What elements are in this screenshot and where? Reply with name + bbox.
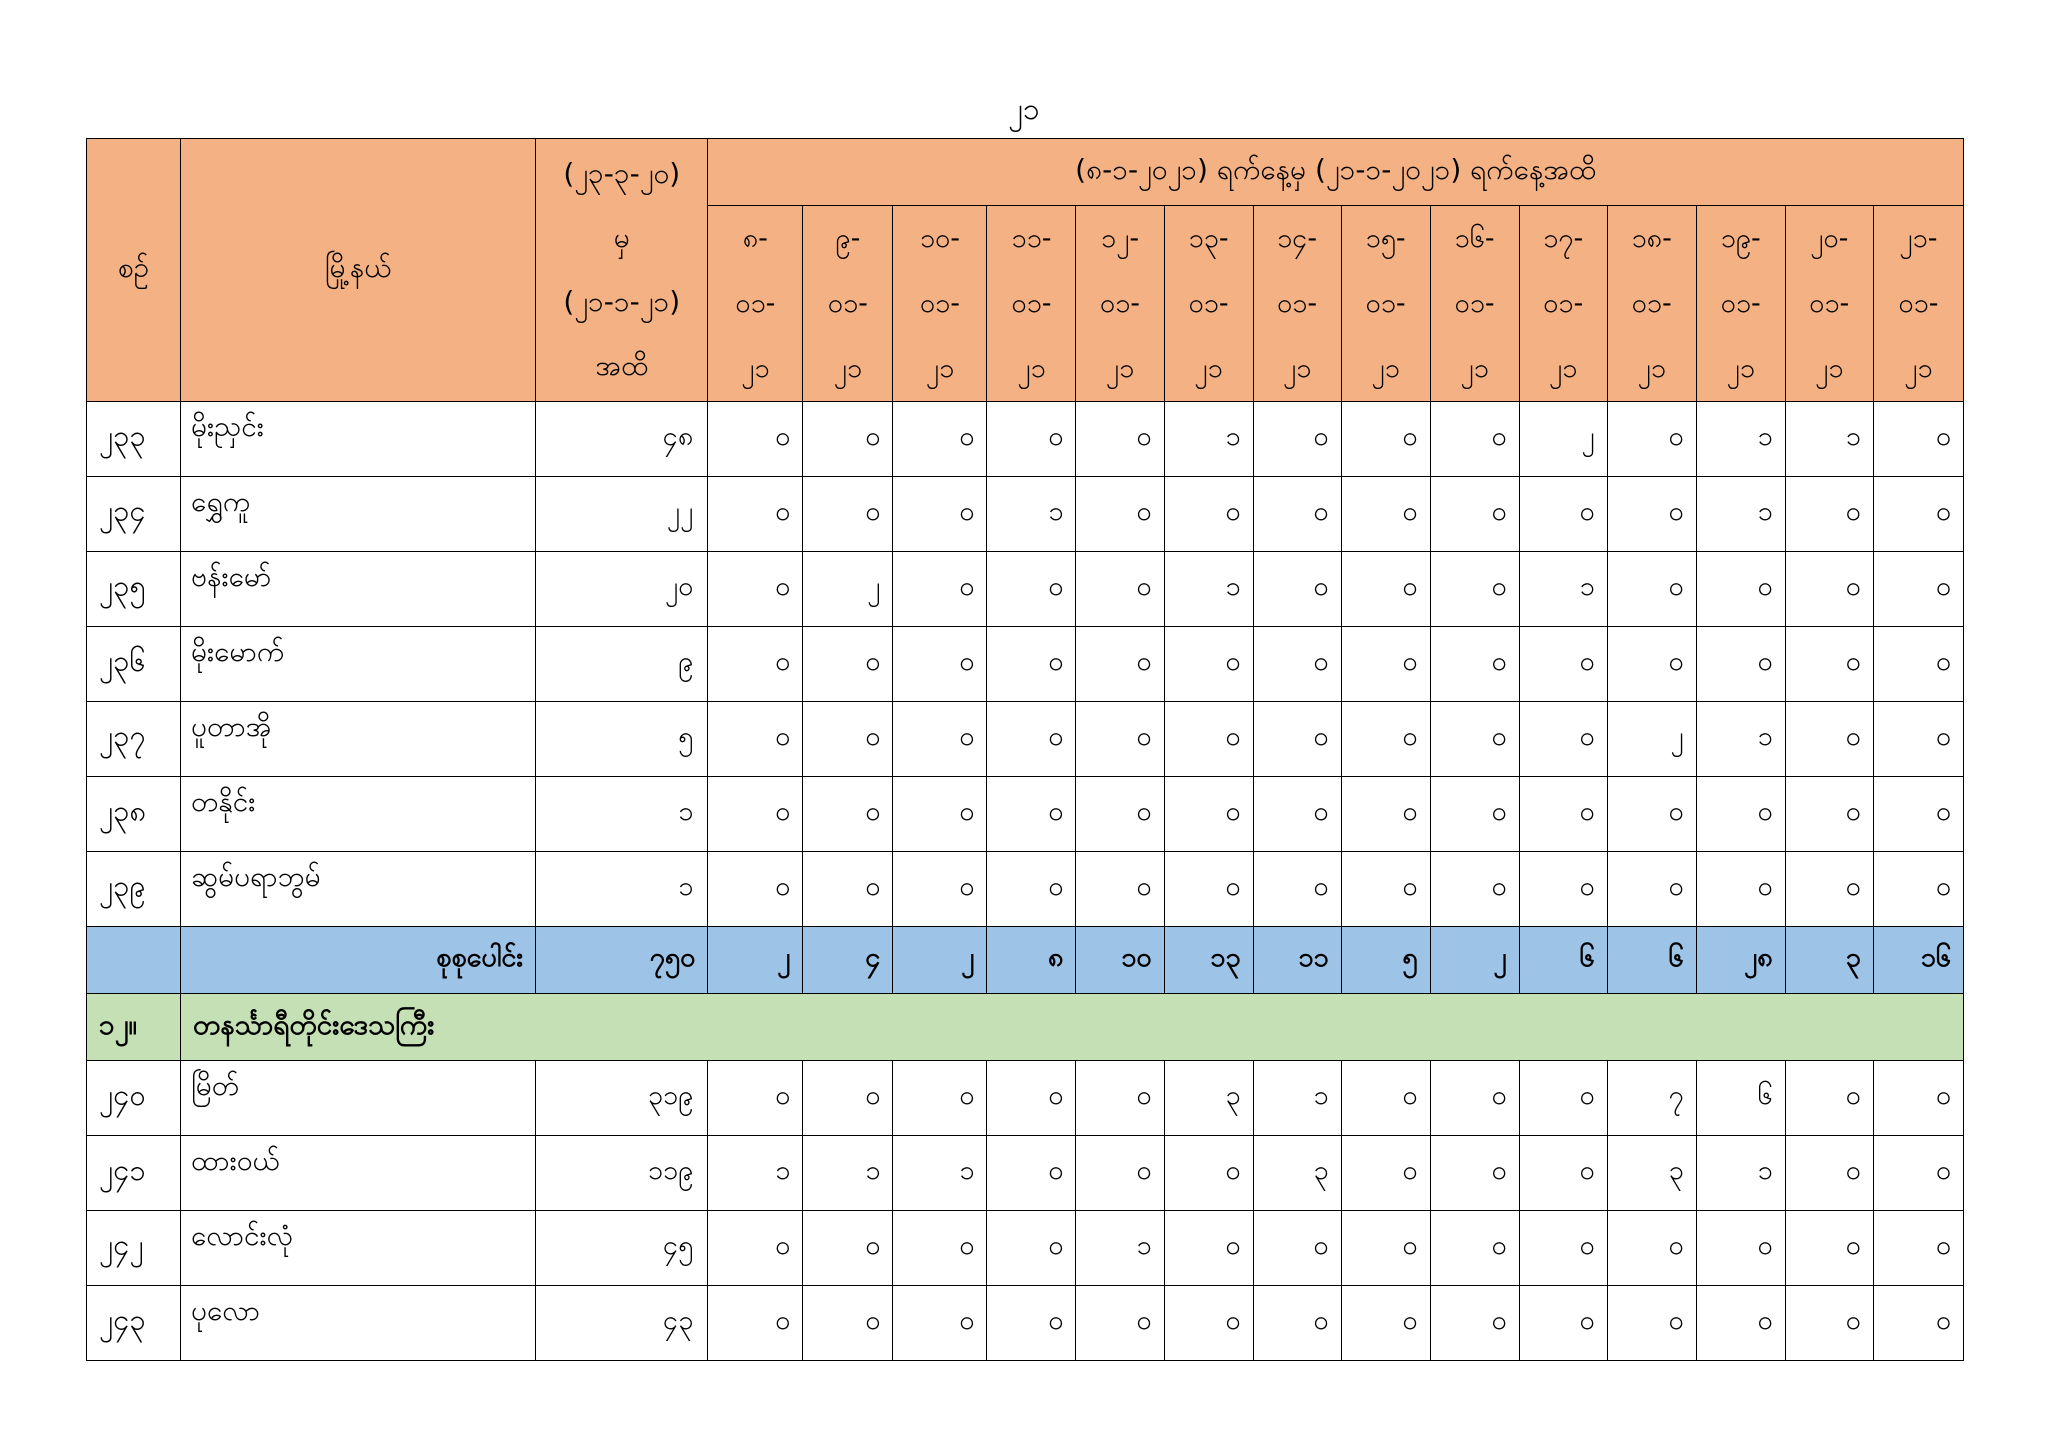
daily-count: ၀: [708, 777, 803, 852]
daily-count: ၀: [1430, 1061, 1519, 1136]
daily-count: ၀: [1785, 1211, 1873, 1286]
daily-count: ၀: [1076, 702, 1164, 777]
daily-count: ၀: [1873, 777, 1963, 852]
daily-count: ၀: [1430, 1136, 1519, 1211]
daily-count: ၀: [1164, 777, 1253, 852]
daily-count: ၀: [708, 627, 803, 702]
serial-number: ၂၃၈: [87, 777, 181, 852]
table-row: [87, 1136, 1964, 1211]
date-part: ၁၅-: [1365, 223, 1406, 254]
daily-count: ၀: [1607, 1211, 1696, 1286]
serial-number: ၂၄၂: [87, 1211, 181, 1286]
table-row: [87, 1286, 1964, 1361]
daily-count: ၀: [987, 777, 1076, 852]
date-part: ၂၁: [741, 353, 770, 384]
daily-count: ၀: [1785, 702, 1873, 777]
date-part: ၀၁-: [735, 288, 776, 319]
total-daily-count: ၁၀: [1076, 927, 1164, 994]
total-daily-count: ၂: [1430, 927, 1519, 994]
date-part: ၀၁-: [1809, 288, 1850, 319]
daily-count: ၀: [1430, 402, 1519, 477]
township-name: မိုးမောက်: [181, 627, 536, 702]
date-part: ၀၁-: [1631, 288, 1672, 319]
daily-count: ၀: [1607, 627, 1696, 702]
date-header-4: [987, 206, 1076, 402]
daily-count: ၀: [1430, 777, 1519, 852]
daily-count: ၀: [1696, 627, 1785, 702]
total-daily-count: ၃: [1785, 927, 1873, 994]
table-row: [87, 1211, 1964, 1286]
daily-count: ၀: [1164, 477, 1253, 552]
daily-count: ၀: [1873, 1211, 1963, 1286]
date-part: ၀၁-: [1276, 288, 1318, 319]
township-name: ပူတာအို: [181, 702, 536, 777]
daily-count: ၁: [1076, 1211, 1164, 1286]
serial-number: ၂၄၁: [87, 1136, 181, 1211]
daily-count: ၀: [1519, 1211, 1607, 1286]
daily-count: ၀: [1076, 1061, 1164, 1136]
date-header-5: [1076, 206, 1164, 402]
daily-count: ၀: [708, 1211, 803, 1286]
date-header-6: [1164, 206, 1253, 402]
date-part: ၂၁: [1105, 353, 1135, 384]
daily-count: ၀: [1873, 702, 1963, 777]
date-part: ၁၆-: [1454, 223, 1495, 254]
daily-count: ၀: [1873, 1286, 1963, 1361]
table-row: [87, 777, 1964, 852]
daily-count: ၀: [1873, 477, 1963, 552]
date-part: ၀၁-: [1365, 288, 1406, 319]
daily-count: ၀: [893, 477, 987, 552]
date-header-9: [1430, 206, 1519, 402]
daily-count: ၀: [1076, 477, 1164, 552]
table-row: [87, 627, 1964, 702]
date-part: ၂၁: [1548, 353, 1578, 384]
daily-count: ၀: [1341, 702, 1430, 777]
total-empty-cell: [87, 927, 181, 994]
cumulative-count: ၄၃: [536, 1286, 708, 1361]
daily-count: ၁: [1164, 402, 1253, 477]
daily-count: ၀: [893, 1286, 987, 1361]
date-part: ၁၄-: [1276, 223, 1318, 254]
daily-count: ၀: [1607, 477, 1696, 552]
daily-count: ၀: [987, 1061, 1076, 1136]
daily-count: ၀: [1253, 402, 1341, 477]
date-part: ၀၁-: [1011, 288, 1052, 319]
daily-count: ၀: [1873, 852, 1963, 927]
daily-count: ၀: [1253, 1211, 1341, 1286]
date-part: ၁၈-: [1631, 223, 1672, 254]
total-row: [87, 927, 1964, 994]
total-label: စုစုပေါင်း: [181, 927, 536, 994]
region-name: တနင်္သာရီတိုင်းဒေသကြီး: [181, 994, 1964, 1061]
date-part: ၀၁-: [1720, 288, 1761, 319]
table-row: [87, 702, 1964, 777]
date-part: ၁၉-: [1720, 223, 1761, 254]
daily-count: ၀: [1164, 852, 1253, 927]
period-header: (၈-၁-၂၀၂၁) ရက်နေ့မှ (၂၁-၁-၂၀၂၁) ရက်နေ့အထိ: [708, 139, 1964, 206]
daily-count: ၂: [803, 552, 893, 627]
total-daily-count: ၁၃: [1164, 927, 1253, 994]
daily-count: ၁: [987, 477, 1076, 552]
daily-count: ၀: [1696, 552, 1785, 627]
header-row: [87, 139, 1964, 206]
daily-count: ၀: [1253, 777, 1341, 852]
daily-count: ၀: [1341, 777, 1430, 852]
serial-number: ၂၄၀: [87, 1061, 181, 1136]
daily-count: ၁: [1696, 402, 1785, 477]
date-part: ၂၁: [1726, 353, 1755, 384]
cumulative-count: ၂၂: [536, 477, 708, 552]
date-header-12: [1696, 206, 1785, 402]
date-part: ၁၀-: [919, 223, 960, 254]
date-part: ၁၇-: [1543, 223, 1584, 254]
daily-count: ၀: [1076, 402, 1164, 477]
township-name: ဆွမ်ပရာဘွမ်: [181, 852, 536, 927]
cumulative-count: ၁: [536, 852, 708, 927]
date-header-7: [1253, 206, 1341, 402]
table-row: [87, 1061, 1964, 1136]
daily-count: ၀: [1519, 1061, 1607, 1136]
daily-count: ၀: [1076, 1136, 1164, 1211]
daily-count: ၀: [1076, 552, 1164, 627]
daily-count: ၁: [1253, 1061, 1341, 1136]
serial-header: စဉ်: [87, 139, 181, 402]
daily-count: ၀: [1607, 552, 1696, 627]
date-part: ၁၂-: [1100, 223, 1140, 254]
daily-count: ၀: [1430, 852, 1519, 927]
daily-count: ၀: [893, 852, 987, 927]
daily-count: ၀: [1519, 477, 1607, 552]
township-name: ရွှေကူ: [181, 477, 536, 552]
daily-count: ၀: [1607, 1286, 1696, 1361]
daily-count: ၀: [1785, 627, 1873, 702]
daily-count: ၀: [803, 1061, 893, 1136]
daily-count: ၀: [1164, 1286, 1253, 1361]
date-header-14: [1873, 206, 1963, 402]
daily-count: ၀: [1607, 402, 1696, 477]
daily-count: ၀: [708, 1286, 803, 1361]
total-daily-count: ၂၈: [1696, 927, 1785, 994]
daily-count: ၀: [708, 1061, 803, 1136]
daily-count: ၁: [1696, 477, 1785, 552]
daily-count: ၀: [1430, 477, 1519, 552]
daily-count: ၀: [987, 552, 1076, 627]
daily-count: ၀: [1253, 852, 1341, 927]
total-daily-count: ၈: [987, 927, 1076, 994]
daily-count: ၀: [1341, 477, 1430, 552]
cumulative-header-line: အထိ: [595, 349, 649, 382]
date-part: ၁၁-: [1011, 223, 1052, 254]
daily-count: ၃: [1607, 1136, 1696, 1211]
region-row: [87, 994, 1964, 1061]
daily-count: ၀: [803, 1286, 893, 1361]
cumulative-header-line: (၂၁-၁-၂၁): [563, 285, 681, 318]
table-row: [87, 477, 1964, 552]
daily-count: ၃: [1253, 1136, 1341, 1211]
date-part: ၀၁-: [1188, 288, 1229, 319]
daily-count: ၀: [1430, 702, 1519, 777]
daily-count: ၀: [1785, 552, 1873, 627]
total-daily-count: ၂: [708, 927, 803, 994]
daily-count: ၁: [1519, 552, 1607, 627]
daily-count: ၆: [1696, 1061, 1785, 1136]
date-header-13: [1785, 206, 1873, 402]
daily-count: ၀: [987, 852, 1076, 927]
cumulative-count: ၁: [536, 777, 708, 852]
date-part: ၂၁: [1194, 353, 1223, 384]
daily-count: ၀: [1696, 852, 1785, 927]
date-header-11: [1607, 206, 1696, 402]
daily-count: ၀: [1164, 702, 1253, 777]
table-row: [87, 402, 1964, 477]
daily-count: ၀: [987, 1136, 1076, 1211]
daily-count: ၀: [1164, 627, 1253, 702]
daily-count: ၀: [1341, 627, 1430, 702]
serial-number: ၂၃၉: [87, 852, 181, 927]
cumulative-header-line: (၂၃-၃-၂၀): [563, 157, 681, 190]
date-part: ၂၁: [1815, 353, 1844, 384]
total-daily-count: ၆: [1607, 927, 1696, 994]
daily-count: ၀: [1519, 1136, 1607, 1211]
township-name: တနိုင်း: [181, 777, 536, 852]
daily-count: ၀: [1873, 1061, 1963, 1136]
daily-count: ၀: [987, 702, 1076, 777]
daily-count: ၀: [893, 777, 987, 852]
date-part: ၂၁: [925, 353, 955, 384]
date-part: ၀၁-: [827, 288, 868, 319]
daily-count: ၀: [1164, 1136, 1253, 1211]
daily-count: ၀: [803, 702, 893, 777]
serial-number: ၂၃၃: [87, 402, 181, 477]
cumulative-count: ၄၅: [536, 1211, 708, 1286]
daily-count: ၀: [1785, 852, 1873, 927]
date-part: ၂၁: [1460, 353, 1489, 384]
cumulative-count: ၃၁၉: [536, 1061, 708, 1136]
daily-count: ၀: [1076, 1286, 1164, 1361]
total-daily-count: ၁၁: [1253, 927, 1341, 994]
date-part: ၂၁: [1282, 353, 1312, 384]
date-part: ၂၁: [1017, 353, 1046, 384]
daily-count: ၁: [1696, 702, 1785, 777]
township-header: မြို့နယ်: [181, 139, 536, 402]
date-part: ၂၀-: [1810, 223, 1849, 254]
daily-count: ၀: [893, 402, 987, 477]
cumulative-count: ၄၈: [536, 402, 708, 477]
daily-count: ၀: [1696, 777, 1785, 852]
total-daily-count: ၆: [1519, 927, 1607, 994]
table-row: [87, 852, 1964, 927]
daily-count: ၀: [803, 627, 893, 702]
daily-count: ၀: [1607, 777, 1696, 852]
serial-number: ၂၃၄: [87, 477, 181, 552]
daily-count: ၀: [893, 1211, 987, 1286]
daily-count: ၀: [803, 777, 893, 852]
region-number: ၁၂။: [87, 994, 181, 1061]
daily-count: ၀: [1164, 1211, 1253, 1286]
daily-count: ၀: [1076, 627, 1164, 702]
daily-count: ၀: [1607, 852, 1696, 927]
daily-count: ၁: [1164, 552, 1253, 627]
serial-number: ၂၄၃: [87, 1286, 181, 1361]
serial-number: ၂၃၇: [87, 702, 181, 777]
date-part: ၁၃-: [1188, 223, 1229, 254]
total-daily-count: ၁၆: [1873, 927, 1963, 994]
daily-count: ၀: [1519, 627, 1607, 702]
township-name: ပုလော: [181, 1286, 536, 1361]
daily-count: ၁: [893, 1136, 987, 1211]
daily-count: ၀: [1076, 777, 1164, 852]
date-part: ၀၁-: [1454, 288, 1495, 319]
daily-count: ၀: [1785, 1136, 1873, 1211]
daily-count: ၀: [803, 477, 893, 552]
daily-count: ၀: [708, 852, 803, 927]
table-row: [87, 552, 1964, 627]
cumulative-count: ၅: [536, 702, 708, 777]
daily-count: ၀: [803, 402, 893, 477]
date-part: ၂၁: [1904, 353, 1933, 384]
daily-count: ၀: [708, 402, 803, 477]
daily-count: ၀: [1430, 552, 1519, 627]
covid-cases-table: [86, 138, 1964, 1361]
daily-count: ၀: [1430, 1211, 1519, 1286]
township-name: ထားဝယ်: [181, 1136, 536, 1211]
daily-count: ၀: [987, 1286, 1076, 1361]
daily-count: ၀: [1696, 1286, 1785, 1361]
daily-count: ၀: [1341, 1286, 1430, 1361]
date-part: ၈-: [742, 223, 768, 254]
daily-count: ၀: [708, 477, 803, 552]
daily-count: ၀: [1519, 1286, 1607, 1361]
daily-count: ၀: [987, 1211, 1076, 1286]
date-part: ၂၁: [1371, 353, 1400, 384]
daily-count: ၀: [1519, 852, 1607, 927]
daily-count: ၀: [1519, 777, 1607, 852]
date-part: ၀၁-: [1099, 288, 1141, 319]
daily-count: ၀: [893, 702, 987, 777]
total-daily-count: ၂: [893, 927, 987, 994]
daily-count: ၀: [803, 1211, 893, 1286]
daily-count: ၀: [1785, 477, 1873, 552]
date-part: ၀၁-: [1898, 288, 1939, 319]
daily-count: ၀: [1076, 852, 1164, 927]
township-name: မြိတ်: [181, 1061, 536, 1136]
serial-number: ၂၃၅: [87, 552, 181, 627]
daily-count: ၀: [1341, 1211, 1430, 1286]
cumulative-header: [536, 139, 708, 402]
total-daily-count: ၅: [1341, 927, 1430, 994]
date-header-3: [893, 206, 987, 402]
daily-count: ၁: [803, 1136, 893, 1211]
daily-count: ၀: [893, 1061, 987, 1136]
daily-count: ၀: [987, 627, 1076, 702]
daily-count: ၀: [1785, 1286, 1873, 1361]
daily-count: ၀: [1341, 1061, 1430, 1136]
daily-count: ၀: [1253, 627, 1341, 702]
daily-count: ၇: [1607, 1061, 1696, 1136]
township-name: လောင်းလုံ: [181, 1211, 536, 1286]
date-part: ၉-: [835, 223, 861, 254]
daily-count: ၁: [1696, 1136, 1785, 1211]
township-name: မိုးညှင်း: [181, 402, 536, 477]
daily-count: ၀: [1519, 702, 1607, 777]
date-header-1: [708, 206, 803, 402]
daily-count: ၀: [708, 552, 803, 627]
daily-count: ၂: [1607, 702, 1696, 777]
daily-count: ၀: [1696, 1211, 1785, 1286]
cumulative-count: ၁၁၉: [536, 1136, 708, 1211]
daily-count: ၀: [708, 702, 803, 777]
daily-count: ၀: [803, 852, 893, 927]
daily-count: ၀: [1341, 1136, 1430, 1211]
daily-count: ၀: [1873, 402, 1963, 477]
daily-count: ၃: [1164, 1061, 1253, 1136]
cumulative-header-line: မှ: [613, 221, 630, 254]
cumulative-count: ၉: [536, 627, 708, 702]
daily-count: ၁: [1785, 402, 1873, 477]
daily-count: ၀: [1253, 1286, 1341, 1361]
daily-count: ၀: [1873, 552, 1963, 627]
daily-count: ၂: [1519, 402, 1607, 477]
daily-count: ၀: [1873, 627, 1963, 702]
date-part: ၀၁-: [919, 288, 960, 319]
daily-count: ၀: [1430, 1286, 1519, 1361]
daily-count: ၀: [893, 627, 987, 702]
total-cumulative: ၇၅၀: [536, 927, 708, 994]
total-daily-count: ၄: [803, 927, 893, 994]
date-header-2: [803, 206, 893, 402]
serial-number: ၂၃၆: [87, 627, 181, 702]
daily-count: ၀: [893, 552, 987, 627]
daily-count: ၀: [1253, 477, 1341, 552]
daily-count: ၀: [1873, 1136, 1963, 1211]
daily-count: ၀: [987, 402, 1076, 477]
cumulative-count: ၂၀: [536, 552, 708, 627]
page-number: ၂၁: [1008, 92, 1040, 127]
daily-count: ၀: [1785, 777, 1873, 852]
daily-count: ၀: [1341, 402, 1430, 477]
daily-count: ၀: [1341, 852, 1430, 927]
date-part: ၀၁-: [1543, 288, 1584, 319]
date-header-8: [1341, 206, 1430, 402]
daily-count: ၀: [1253, 702, 1341, 777]
daily-count: ၁: [708, 1136, 803, 1211]
date-part: ၂၁: [833, 353, 863, 384]
date-part: ၂၁-: [1899, 223, 1938, 254]
daily-count: ၀: [1341, 552, 1430, 627]
daily-count: ၀: [1785, 1061, 1873, 1136]
date-part: ၂၁: [1637, 353, 1666, 384]
daily-count: ၀: [1430, 627, 1519, 702]
daily-count: ၀: [1253, 552, 1341, 627]
date-header-10: [1519, 206, 1607, 402]
township-name: ဗန်းမော်: [181, 552, 536, 627]
